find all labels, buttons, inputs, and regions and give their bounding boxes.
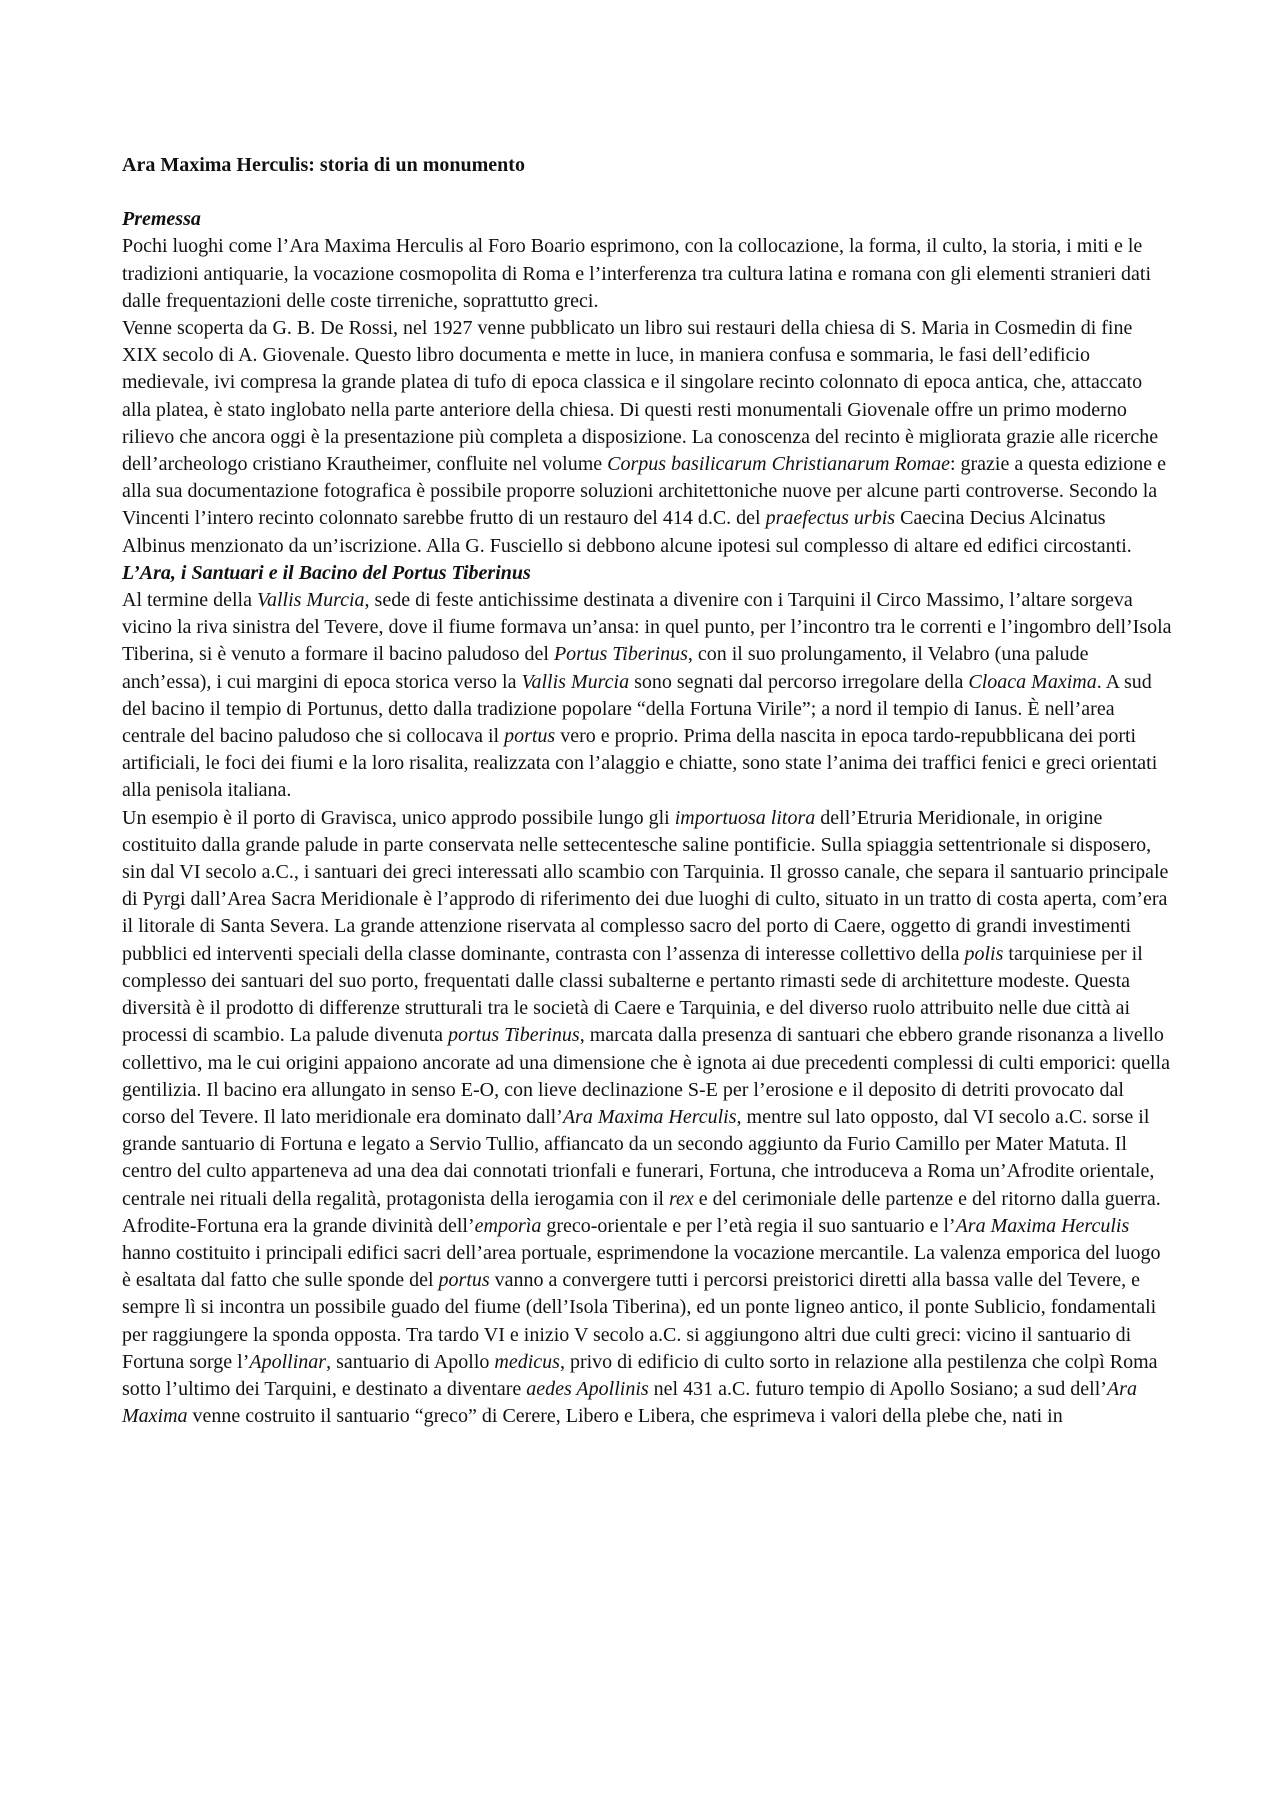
italic-text: Ara Maxima Herculis bbox=[955, 1214, 1130, 1237]
text-run: , mentre sul lato opposto, dal VI secolo a.C. sorse il grande santuario di Fortuna e legato a Servio Tullio, affiancato da un secondo aggiunto da Furio Camillo per Mater Matuta. Il centro del culto apparteneva ad una dea dai connotati trionfali e funerari, Fortuna, che introduceva a Roma un’Afrodite orientale, centrale nei rituali della regalità, protagonista della ierogamia con il bbox=[122, 1105, 1155, 1210]
text-run: sono segnati dal percorso irregolare della bbox=[629, 670, 969, 693]
italic-text: importuosa litora bbox=[674, 806, 816, 829]
italic-text: aedes Apollinis bbox=[526, 1377, 649, 1400]
text-run: , sede di feste antichissime destinata a divenire con i Tarquini il Circo Massimo, l’altare sorgeva vicino la riva sinistra del Tevere, dove il fiume formava un’ansa: in quel punto, per l’incontro tra le correnti e l’ingombro dell’Isola Tiberina, si è venuto a formare il bacino paludoso del bbox=[122, 589, 1172, 666]
italic-text: medicus bbox=[494, 1350, 560, 1373]
paragraph bbox=[122, 587, 1172, 805]
section-heading: L’Ara, i Santuari e il Bacino del Portus Tiberinus bbox=[122, 561, 531, 584]
text-run: Venne scoperta da G. B. De Rossi, nel 1927 venne pubblicato un libro sui restauri della chiesa di S. Maria in Cosmedin di fine XIX secolo di A. Giovenale. Questo libro documenta e mette in luce, in maniera confusa e sommaria, le fasi dell’edificio medievale, ivi compresa la grande platea di tufo di epoca classica e il singolare recinto colonnato di epoca antica, che, attaccato alla platea, è stato inglobato nella parte anteriore della chiesa. Di questi resti monumentali Giovenale offre un primo moderno rilievo che ancora oggi è la presentazione più completa a disposizione. La conoscenza del recinto è migliorata grazie alle ricerche dell’archeologo cristiano Krautheimer, confluite nel volume bbox=[122, 317, 1159, 476]
italic-text: Vallis Murcia bbox=[521, 670, 630, 693]
text-run: , santuario di Apollo bbox=[326, 1350, 495, 1373]
paragraph bbox=[122, 315, 1172, 560]
text-run: hanno costituito i principali edifici sacri dell’area portuale, esprimendone la vocazione mercantile. La valenza emporica del luogo è esaltata dal fatto che sulle sponde del bbox=[122, 1241, 1161, 1292]
text-run: venne costruito il santuario “greco” di Cerere, Libero e Libera, che esprimeva i valori della plebe che, nati in bbox=[187, 1405, 1063, 1428]
text-run: , con il suo prolungamento, il Velabro (una palude anch’essa), i cui margini di epoca storica verso la bbox=[122, 643, 1089, 693]
text-run: , marcata dalla presenza di santuari che ebbero grande risonanza a livello collettivo, ma le cui origini appaiono ancorate ad una dimensione che è ignota ai due precedenti complessi di culti emporici: quella gentilizia. Il bacino era allungato in senso E-O, con lieve declinazione S-E per l’erosione e il deposito di detriti provocato dal corso del Tevere. Il lato meridionale era dominato dall’ bbox=[122, 1024, 1170, 1128]
section-premessa bbox=[122, 206, 1172, 560]
text-run: dell’Etruria Meridionale, in origine costituito dalla grande palude in parte conservata nelle settecentesche saline pontificie. Sulla spiaggia settentrionale si disposero, sin dal VI secolo a.C., i santuari dei greci interessati allo scambio con Tarquinia. Il grosso canale, che separa il santuario principale di Pyrgi dall’Area Sacra Meridionale è l’approdo di riferimento dei due luoghi di culto, situato in un tratto di costa aperta, com’era il litorale di Santa Severa. La grande attenzione riservata al complesso sacro del porto di Caere, oggetto di grandi investimenti pubblici ed interventi speciali della classe dominante, contrasta con l’assenza di interesse collettivo della bbox=[122, 806, 1169, 965]
italic-text: Ara Maxima bbox=[122, 1377, 1137, 1428]
italic-text: portus bbox=[504, 725, 556, 748]
paragraph bbox=[122, 233, 1172, 315]
italic-text: praefectus urbis bbox=[765, 507, 896, 530]
text-run: vero e proprio. Prima della nascita in epoca tardo-repubblicana dei porti artificiali, le foci dei fiumi e la loro risalita, realizzata con l’alaggio e chiatte, sono state l’anima dei traffici fenici e greci orientati alla penisola italiana. bbox=[122, 725, 1158, 802]
document-page bbox=[122, 152, 1172, 1430]
text-run: . A sud del bacino il tempio di Portunus, detto dalla tradizione popolare “della Fortuna Virile”; a nord il tempio di Ianus. È nell’area centrale del bacino paludoso che si collocava il bbox=[122, 670, 1152, 748]
text-run: Al termine della bbox=[122, 589, 257, 612]
text-run: vanno a convergere tutti i percorsi preistorici diretti alla bassa valle del Tevere, e sempre lì si incontra un possibile guado del fiume (dell’Isola Tiberina), ed un ponte ligneo antico, il ponte Sublicio, fondamentali per raggiungere la sponda opposta. Tra tardo VI e inizio V secolo a.C. si aggiungono altri due culti greci: vicino il santuario di Fortuna sorge l’ bbox=[122, 1269, 1157, 1373]
section-heading: Premessa bbox=[122, 208, 201, 231]
italic-text: portus bbox=[438, 1269, 490, 1292]
italic-text: Portus Tiberinus bbox=[553, 643, 688, 666]
text-run: e del cerimoniale delle partenze e del ritorno dalla guerra. Afrodite-Fortuna era la grande divinità dell’ bbox=[122, 1187, 1161, 1237]
italic-text: Ara Maxima Herculis bbox=[562, 1105, 737, 1128]
italic-text: rex bbox=[669, 1187, 694, 1210]
italic-text: Vallis Murcia bbox=[256, 589, 365, 612]
text-run: Pochi luoghi come l’Ara Maxima Herculis al Foro Boario esprimono, con la collocazione, la forma, il culto, la storia, i miti e le tradizioni antiquarie, la vocazione cosmopolita di Roma e l’interferenza tra cultura latina e romana con gli elementi stranieri dati dalle frequentazioni delle coste tirreniche, soprattutto greci. bbox=[122, 235, 1152, 312]
section-ara-santuari bbox=[122, 560, 1172, 1431]
italic-text: portus Tiberinus bbox=[448, 1024, 580, 1047]
text-run: nel 431 a.C. futuro tempio di Apollo Sosiano; a sud dell’ bbox=[648, 1377, 1107, 1400]
paragraph bbox=[122, 805, 1172, 1431]
italic-text: emporìa bbox=[474, 1214, 542, 1237]
text-run: : grazie a questa edizione e alla sua documentazione fotografica è possibile proporre soluzioni architettoniche nuove per alcune parti controverse. Secondo la Vincenti l’intero recinto colonnato sarebbe frutto di un restauro del 414 d.C. del bbox=[122, 453, 1166, 530]
italic-text: Corpus basilicarum Christianarum Romae bbox=[607, 453, 950, 476]
italic-text: Cloaca Maxima bbox=[968, 670, 1097, 693]
text-run: Caecina Decius Alcinatus Albinus menzionato da un’iscrizione. Alla G. Fusciello si debbono alcune ipotesi sul complesso di altare ed edifici circostanti. bbox=[122, 507, 1132, 557]
text-run: tarquiniese per il complesso dei santuari del suo porto, frequentati dalle classi subalterne e pertanto rimasti sede di architetture modeste. Questa diversità è il prodotto di differenze strutturali tra le società di Caere e Tarquinia, e del diverso ruolo attribuito nelle due città ai processi di scambio. La palude divenuta bbox=[122, 942, 1143, 1047]
text-run: Un esempio è il porto di Gravisca, unico approdo possibile lungo gli bbox=[122, 806, 675, 829]
document-title: Ara Maxima Herculis: storia di un monumento bbox=[122, 154, 525, 176]
text-run: , privo di edificio di culto sorto in relazione alla pestilenza che colpì Roma sotto l’ultimo dei Tarquini, e destinato a diventare bbox=[122, 1350, 1158, 1400]
italic-text: polis bbox=[964, 942, 1004, 965]
text-run: greco-orientale e per l’età regia il suo santuario e l’ bbox=[541, 1214, 956, 1237]
italic-text: Apollinar bbox=[249, 1350, 327, 1373]
